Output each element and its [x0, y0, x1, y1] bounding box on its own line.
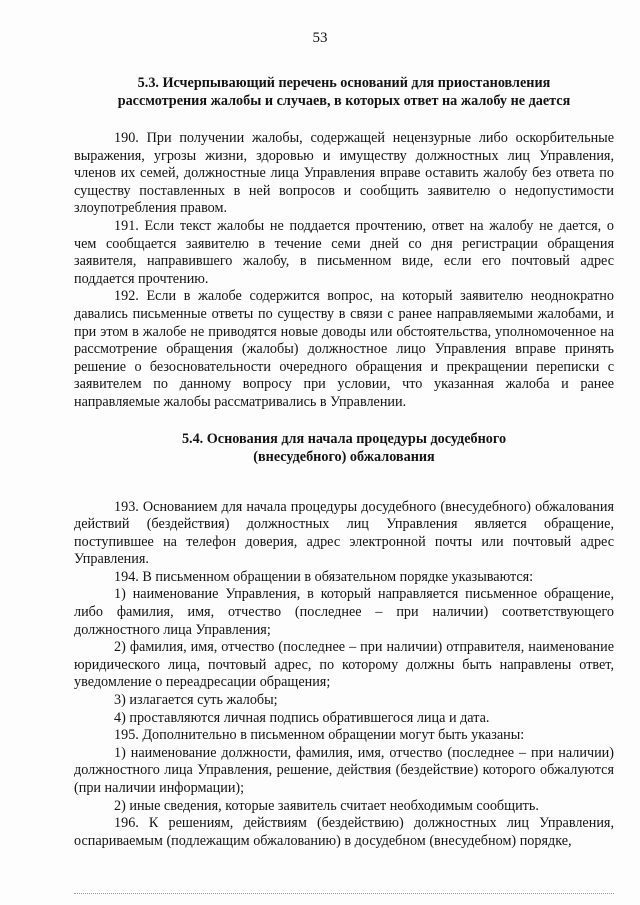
section-spacer: [74, 412, 614, 430]
paragraph-191: 191. Если текст жалобы не поддается прочтению, ответ на жалобу не дается, о чем сообщается заявителю в течение семи дней со дня регистрации обращения заявителя, направившего жалобу, в письменном виде, если его почтовый адрес поддается прочтению.: [74, 217, 614, 287]
paragraph-193: 193. Основанием для начала процедуры досудебного (внесудебного) обжалования действий (бездействия) должностных лиц Управления является обращение, поступившее на телефон доверия, адрес электронной почты или почтовый адрес Управления.: [74, 498, 614, 568]
section-heading-line: 5.3. Исчерпывающий перечень оснований для приостановления: [137, 75, 551, 91]
paragraph-190: 190. При получении жалобы, содержащей нецензурные либо оскорбительные выражения, угрозы жизни, здоровью и имуществу должностных лиц Управления, членов их семей, должностные лица Управления вправе оставить жалобу без ответа по существу поставленных в ней вопросов и сообщить заявителю о недопустимости злоупотребления правом.: [74, 130, 614, 217]
section-heading-5-4: [84, 430, 604, 466]
list-item-194-3: 3) излагается суть жалобы;: [114, 692, 278, 709]
page-number: 53: [312, 30, 328, 46]
list-item-194-2: 2) фамилия, имя, отчество (последнее – при наличии) отправителя, наименование юридического лица, почтовый адрес, по которому должны быть направлены ответ, уведомление о переадресации обращения;: [74, 639, 614, 691]
section-heading-line: 5.4. Основания для начала процедуры досудебного: [181, 430, 507, 447]
page-bottom-rule: [74, 893, 614, 894]
section-heading-5-3: [84, 74, 604, 110]
paragraph-192: 192. Если в жалобе содержится вопрос, на который заявителю неоднократно давались письменные ответы по существу в связи с ранее направляемыми жалобами, и при этом в жалобе не приводятся новые доводы или обстоятельства, уполномоченное на рассмотрение обращения (жалобы) должностное лицо Управления вправе принять решение о безосновательности очередного обращения и прекращении переписки с заявителем по данному вопросу при условии, что указанная жалоба и ранее направляемые жалобы рассматривались в Управлении.: [74, 288, 614, 410]
list-item-195-2: 2) иные сведения, которые заявитель считает необходимым сообщить.: [114, 797, 539, 814]
paragraph-195: 195. Дополнительно в письменном обращении могут быть указаны:: [114, 727, 525, 744]
document-body: [74, 68, 614, 850]
paragraph-194: 194. В письменном обращении в обязательном порядке указываются:: [114, 568, 534, 585]
section-heading-line: (внесудебного) обжалования: [253, 448, 435, 465]
paragraph-196: 196. К решениям, действиям (бездействию) должностных лиц Управления, оспариваемым (подлежащим обжалованию) в досудебном (внесудебном) порядке,: [74, 815, 614, 849]
list-item-195-1: 1) наименование должности, фамилия, имя, отчество (последнее – при наличии) должностного лица Управления, решение, действия (бездействие) которого обжалуются (при наличии информации);: [74, 744, 614, 796]
list-item-194-4: 4) проставляются личная подпись обратившегося лица и дата.: [114, 709, 490, 726]
list-item-194-1: 1) наименование Управления, в который направляется письменное обращение, либо фамилия, имя, отчество (последнее – при наличии) соответствующего должностного лица Управления;: [74, 586, 614, 638]
section-heading-line: рассмотрения жалобы и случаев, в которых ответ на жалобу не дается: [117, 93, 571, 109]
